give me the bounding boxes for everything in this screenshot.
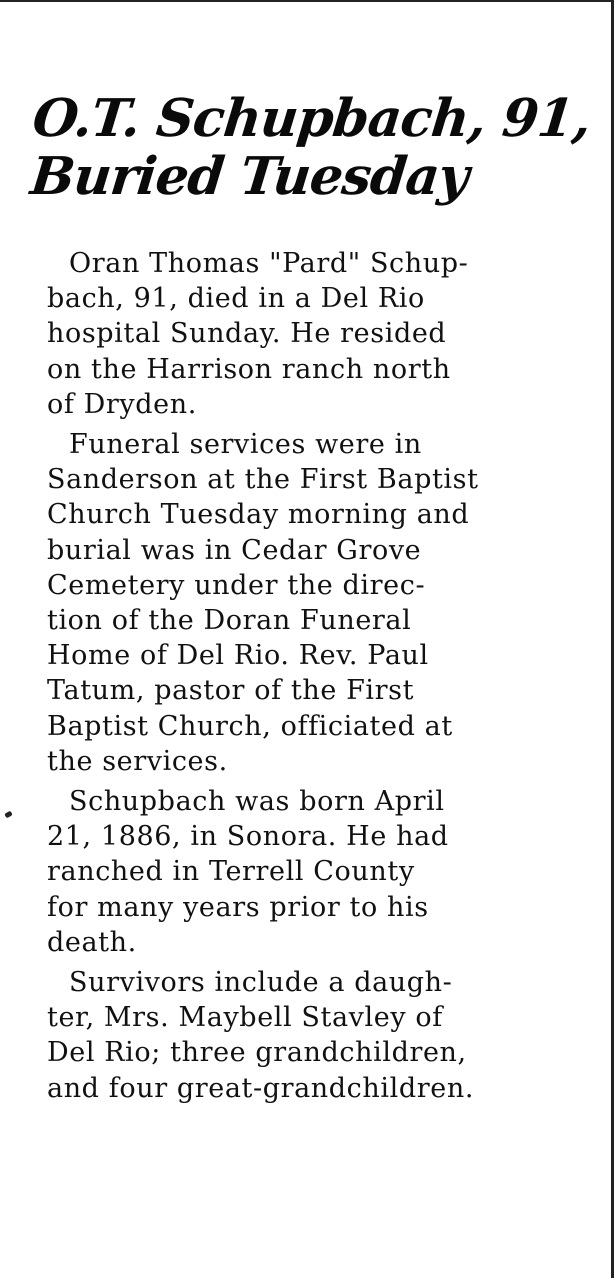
text-line: Home of Del Rio. Rev. Paul <box>47 640 429 672</box>
text-line: for many years prior to his <box>47 891 429 923</box>
text-line: ranched in Terrell County <box>47 856 415 888</box>
text-line: Tatum, pastor of the First <box>47 675 415 707</box>
text-line: Sanderson at the First Baptist <box>47 464 479 496</box>
handwritten-headline <box>24 90 596 206</box>
headline-line-1: O.T. Schupbach, 91, <box>29 88 594 149</box>
text-line: Baptist Church, officiated at <box>47 710 453 742</box>
text-line: bach, 91, died in a Del Rio <box>47 283 425 315</box>
text-line: and four great-grandchildren. <box>47 1072 475 1104</box>
text-line: on the Harrison ranch north <box>47 353 451 385</box>
text-line: burial was in Cedar Grove <box>47 534 422 566</box>
obituary-body <box>47 246 577 1106</box>
text-line: Survivors include a daugh- <box>69 967 453 999</box>
text-line: the services. <box>47 745 228 777</box>
clipping-top-edge <box>0 0 614 2</box>
text-line: Church Tuesday morning and <box>47 499 470 531</box>
text-line: Oran Thomas "Pard" Schup- <box>69 248 469 279</box>
text-line: Funeral services were in <box>69 429 422 461</box>
text-line: tion of the Doran Funeral <box>47 605 412 637</box>
text-line: Del Rio; three grandchildren, <box>47 1037 467 1069</box>
paragraph-survivors <box>47 965 577 1106</box>
ink-speck <box>4 811 13 819</box>
text-line: Schupbach was born April <box>69 786 445 818</box>
text-line: of Dryden. <box>47 388 197 420</box>
text-line: 21, 1886, in Sonora. He had <box>47 821 449 853</box>
text-line: Cemetery under the direc- <box>47 569 426 601</box>
paragraph-biography <box>47 784 577 960</box>
text-line: ter, Mrs. Maybell Stavley of <box>47 1002 443 1034</box>
paragraph-funeral-services <box>47 427 577 779</box>
paragraph-death-notice <box>47 246 577 422</box>
text-line: hospital Sunday. He resided <box>47 318 447 350</box>
text-line: death. <box>47 926 137 958</box>
headline-line-2: Buried Tuesday <box>27 146 472 207</box>
